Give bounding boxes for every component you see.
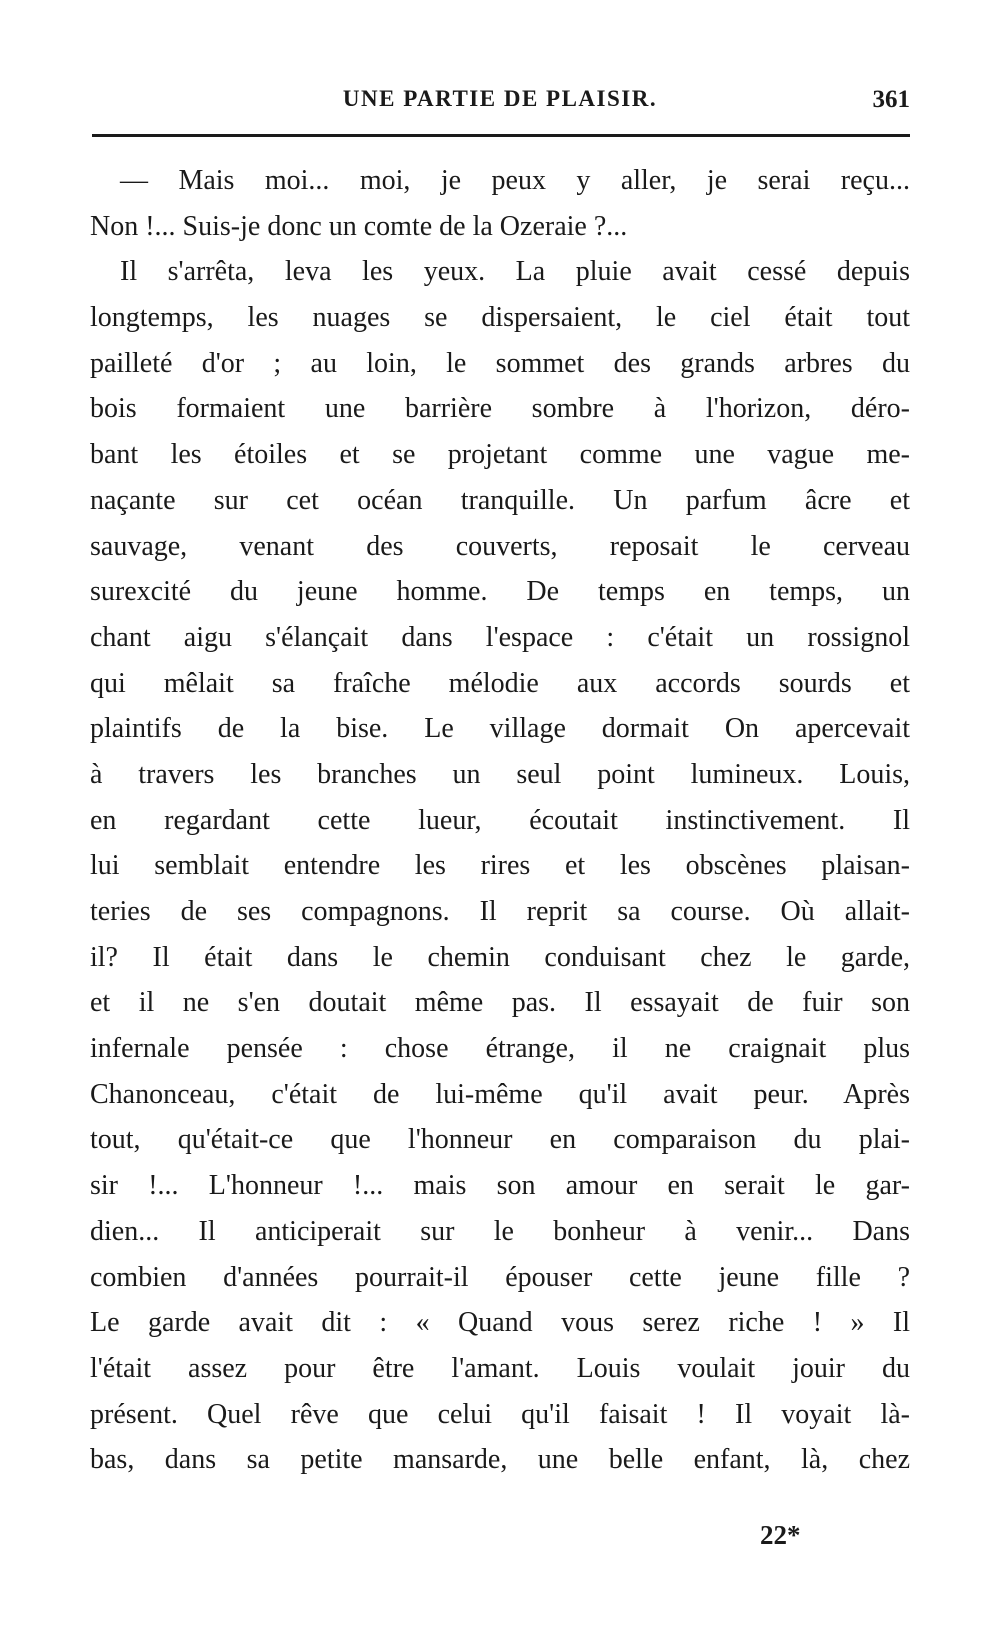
running-head — [90, 86, 910, 126]
text-line: sauvage, venant des couverts, reposait le cerveau — [90, 530, 910, 562]
text-line: dien... Il anticiperait sur le bonheur à venir... Dans — [90, 1215, 910, 1247]
text-line: longtemps, les nuages se dispersaient, le ciel était tout — [90, 302, 910, 334]
text-line: chant aigu s'élançait dans l'espace : c'était un rossignol — [90, 621, 910, 653]
text-line: — Mais moi... moi, je peux y aller, je serai reçu... — [120, 165, 910, 196]
text-line: bas, dans sa petite mansarde, une belle enfant, là, chez — [90, 1444, 910, 1476]
header-rule — [92, 134, 910, 137]
text-line: il? Il était dans le chemin conduisant chez le garde, — [90, 941, 910, 973]
text-line: présent. Quel rêve que celui qu'il faisait ! Il voyait là- — [90, 1398, 910, 1430]
text-line: lui semblait entendre les rires et les obscènes plaisan- — [90, 850, 910, 882]
body-text — [90, 158, 910, 1483]
signature-mark: 22* — [760, 1520, 801, 1550]
text-line: Chanonceau, c'était de lui-même qu'il avait peur. Après — [90, 1078, 910, 1110]
text-line: bant les étoiles et se projetant comme une vague me- — [90, 439, 910, 471]
text-line: surexcité du jeune homme. De temps en temps, un — [90, 576, 910, 608]
text-line: à travers les branches un seul point lumineux. Louis, — [90, 758, 910, 790]
text-line: combien d'années pourrait-il épouser cette jeune fille ? — [90, 1261, 910, 1293]
text-line: infernale pensée : chose étrange, il ne craignait plus — [90, 1033, 910, 1065]
text-line: qui mêlait sa fraîche mélodie aux accords sourds et — [90, 667, 910, 699]
text-line: l'était assez pour être l'amant. Louis voulait jouir du — [90, 1352, 910, 1384]
text-line: Il s'arrêta, leva les yeux. La pluie avait cessé depuis — [120, 256, 910, 288]
page-number: 361 — [872, 86, 910, 113]
text-line: en regardant cette lueur, écoutait instinctivement. Il — [90, 804, 910, 836]
text-line: et il ne s'en doutait même pas. Il essayait de fuir son — [90, 987, 910, 1019]
text-line: tout, qu'était-ce que l'honneur en comparaison du plai- — [90, 1124, 910, 1156]
text-line: pailleté d'or ; au loin, le sommet des grands arbres du — [90, 347, 910, 379]
text-line: plaintifs de la bise. Le village dormait On apercevait — [90, 713, 910, 745]
text-line: sir !... L'honneur !... mais son amour en serait le gar- — [90, 1170, 910, 1202]
text-line: Non !... Suis-je donc un comte de la Ozeraie ?... — [90, 210, 628, 242]
text-line: Le garde avait dit : « Quand vous serez riche ! » Il — [90, 1307, 910, 1339]
text-line: bois formaient une barrière sombre à l'horizon, déro- — [90, 393, 910, 425]
text-line: naçante sur cet océan tranquille. Un parfum âcre et — [90, 484, 910, 516]
text-line: teries de ses compagnons. Il reprit sa course. Où allait- — [90, 896, 910, 927]
running-title: UNE PARTIE DE PLAISIR. — [342, 86, 658, 111]
